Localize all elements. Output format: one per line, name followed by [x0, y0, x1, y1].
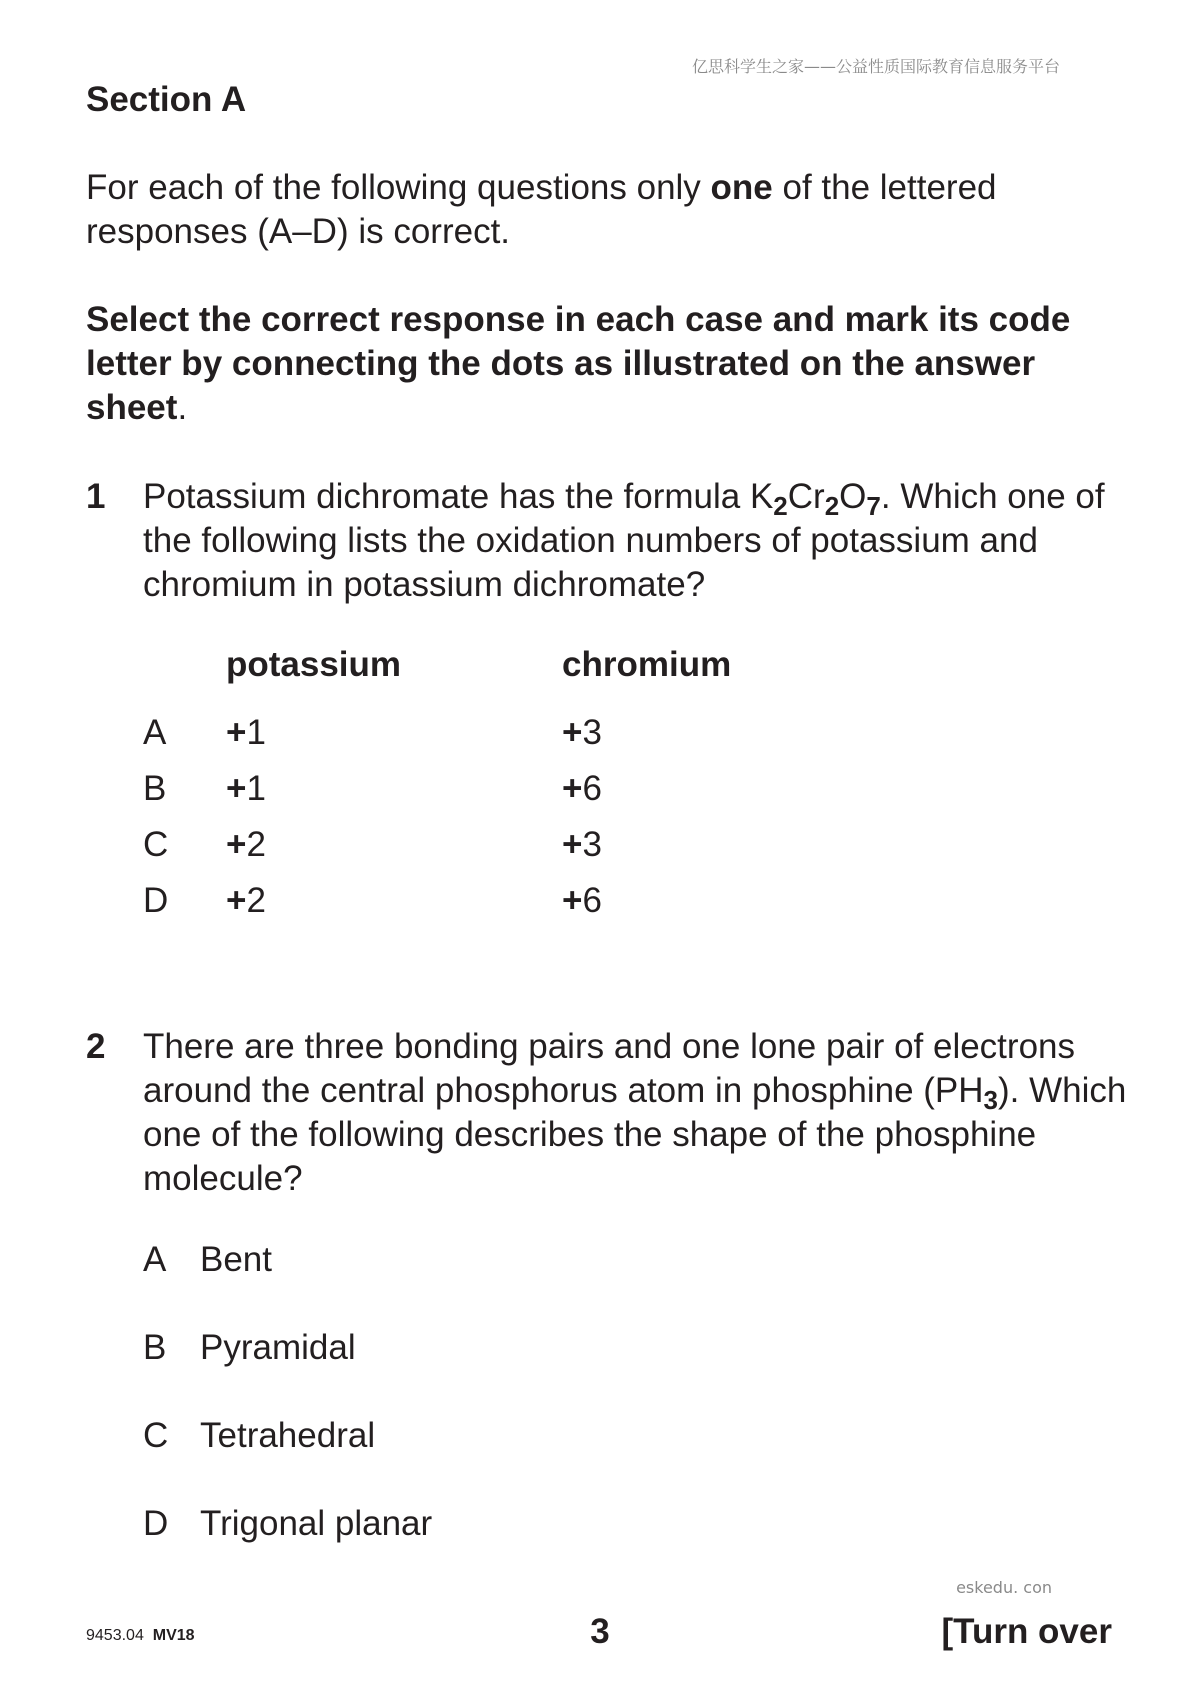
- chromium-value: [562, 711, 602, 755]
- q1-option-row: [0, 711, 1191, 759]
- q1-subscript: 2: [824, 491, 840, 521]
- q1-option-row: [0, 823, 1191, 871]
- q2-subscript: 3: [983, 1085, 998, 1115]
- site-watermark: eskedu. con: [956, 1578, 1052, 1597]
- q1-text-part: . Which one of the following lists the oxidation numbers of potassium and chromium in potassium dichromate?: [143, 477, 1105, 604]
- chromium-value: [562, 823, 602, 867]
- question-2-text: [143, 1025, 1128, 1201]
- number: 1: [246, 713, 266, 752]
- instruction-period: .: [177, 388, 188, 427]
- option-letter: B: [143, 1328, 167, 1367]
- option-text: Bent: [200, 1240, 272, 1279]
- plus-sign: +: [562, 713, 583, 752]
- number: 1: [246, 769, 266, 808]
- option-letter: A: [143, 1240, 167, 1279]
- plus-sign: +: [226, 881, 247, 920]
- option-text: Tetrahedral: [200, 1416, 376, 1455]
- q1-subscript: 7: [866, 491, 881, 521]
- q2-text-part: ). Which one of the following describes the shape of the phosphine molecule?: [143, 1071, 1127, 1198]
- plus-sign: +: [562, 825, 583, 864]
- q1-option-row: [0, 767, 1191, 815]
- page-number: 3: [590, 1612, 610, 1651]
- intro-paragraph: [86, 166, 1116, 254]
- option-letter: C: [143, 825, 169, 864]
- column-header-potassium: potassium: [226, 645, 402, 684]
- intro-text-before: For each of the following questions only: [86, 168, 711, 207]
- option-letter: C: [143, 1416, 169, 1455]
- option-letter: D: [143, 881, 169, 920]
- chromium-value: [562, 767, 602, 811]
- number: 6: [582, 881, 602, 920]
- potassium-value: [226, 823, 266, 867]
- number: 3: [582, 825, 602, 864]
- q1-option-row: [0, 879, 1191, 927]
- option-text: Pyramidal: [200, 1328, 356, 1367]
- q1-text-part: Potassium dichromate has the formula K: [143, 477, 774, 516]
- number: 2: [246, 881, 266, 920]
- instruction-paragraph: [86, 298, 1116, 430]
- column-header-chromium: chromium: [562, 645, 732, 684]
- turn-over-label: [Turn over: [941, 1612, 1112, 1651]
- number: 3: [582, 713, 602, 752]
- intro-emphasis: one: [710, 168, 773, 207]
- option-letter: A: [143, 713, 167, 752]
- q2-text-part: There are three bonding pairs and one lone pair of electrons around the central phosphorus atom in phosphine (PH: [143, 1027, 1075, 1110]
- section-title: Section A: [86, 80, 247, 119]
- q1-subscript: 2: [773, 491, 788, 521]
- potassium-value: [226, 767, 266, 811]
- plus-sign: +: [226, 713, 247, 752]
- potassium-value: [226, 879, 266, 923]
- plus-sign: +: [562, 769, 583, 808]
- chromium-value: [562, 879, 602, 923]
- instruction-text: Select the correct response in each case and mark its code letter by connecting the dots as illustrated on the answer sheet: [86, 300, 1071, 427]
- watermark-text: 亿思科学生之家——公益性质国际教育信息服务平台: [691, 57, 1060, 76]
- q1-text-part: O: [839, 477, 867, 516]
- option-letter: D: [143, 1504, 169, 1543]
- paper-version: MV18: [152, 1627, 195, 1644]
- option-text: Trigonal planar: [200, 1504, 433, 1543]
- number: 6: [582, 769, 602, 808]
- intro-text-after: of the lettered responses (A–D) is correct.: [86, 168, 997, 251]
- paper-code-number: 9453.04: [86, 1627, 144, 1644]
- question-2-number: 2: [86, 1027, 106, 1066]
- plus-sign: +: [562, 881, 583, 920]
- potassium-value: [226, 711, 266, 755]
- q1-text-part: Cr: [787, 477, 825, 516]
- question-1-number: 1: [86, 477, 106, 516]
- plus-sign: +: [226, 769, 247, 808]
- option-letter: B: [143, 769, 167, 808]
- paper-code: [86, 1626, 195, 1646]
- number: 2: [246, 825, 266, 864]
- plus-sign: +: [226, 825, 247, 864]
- question-1-text: [143, 475, 1128, 607]
